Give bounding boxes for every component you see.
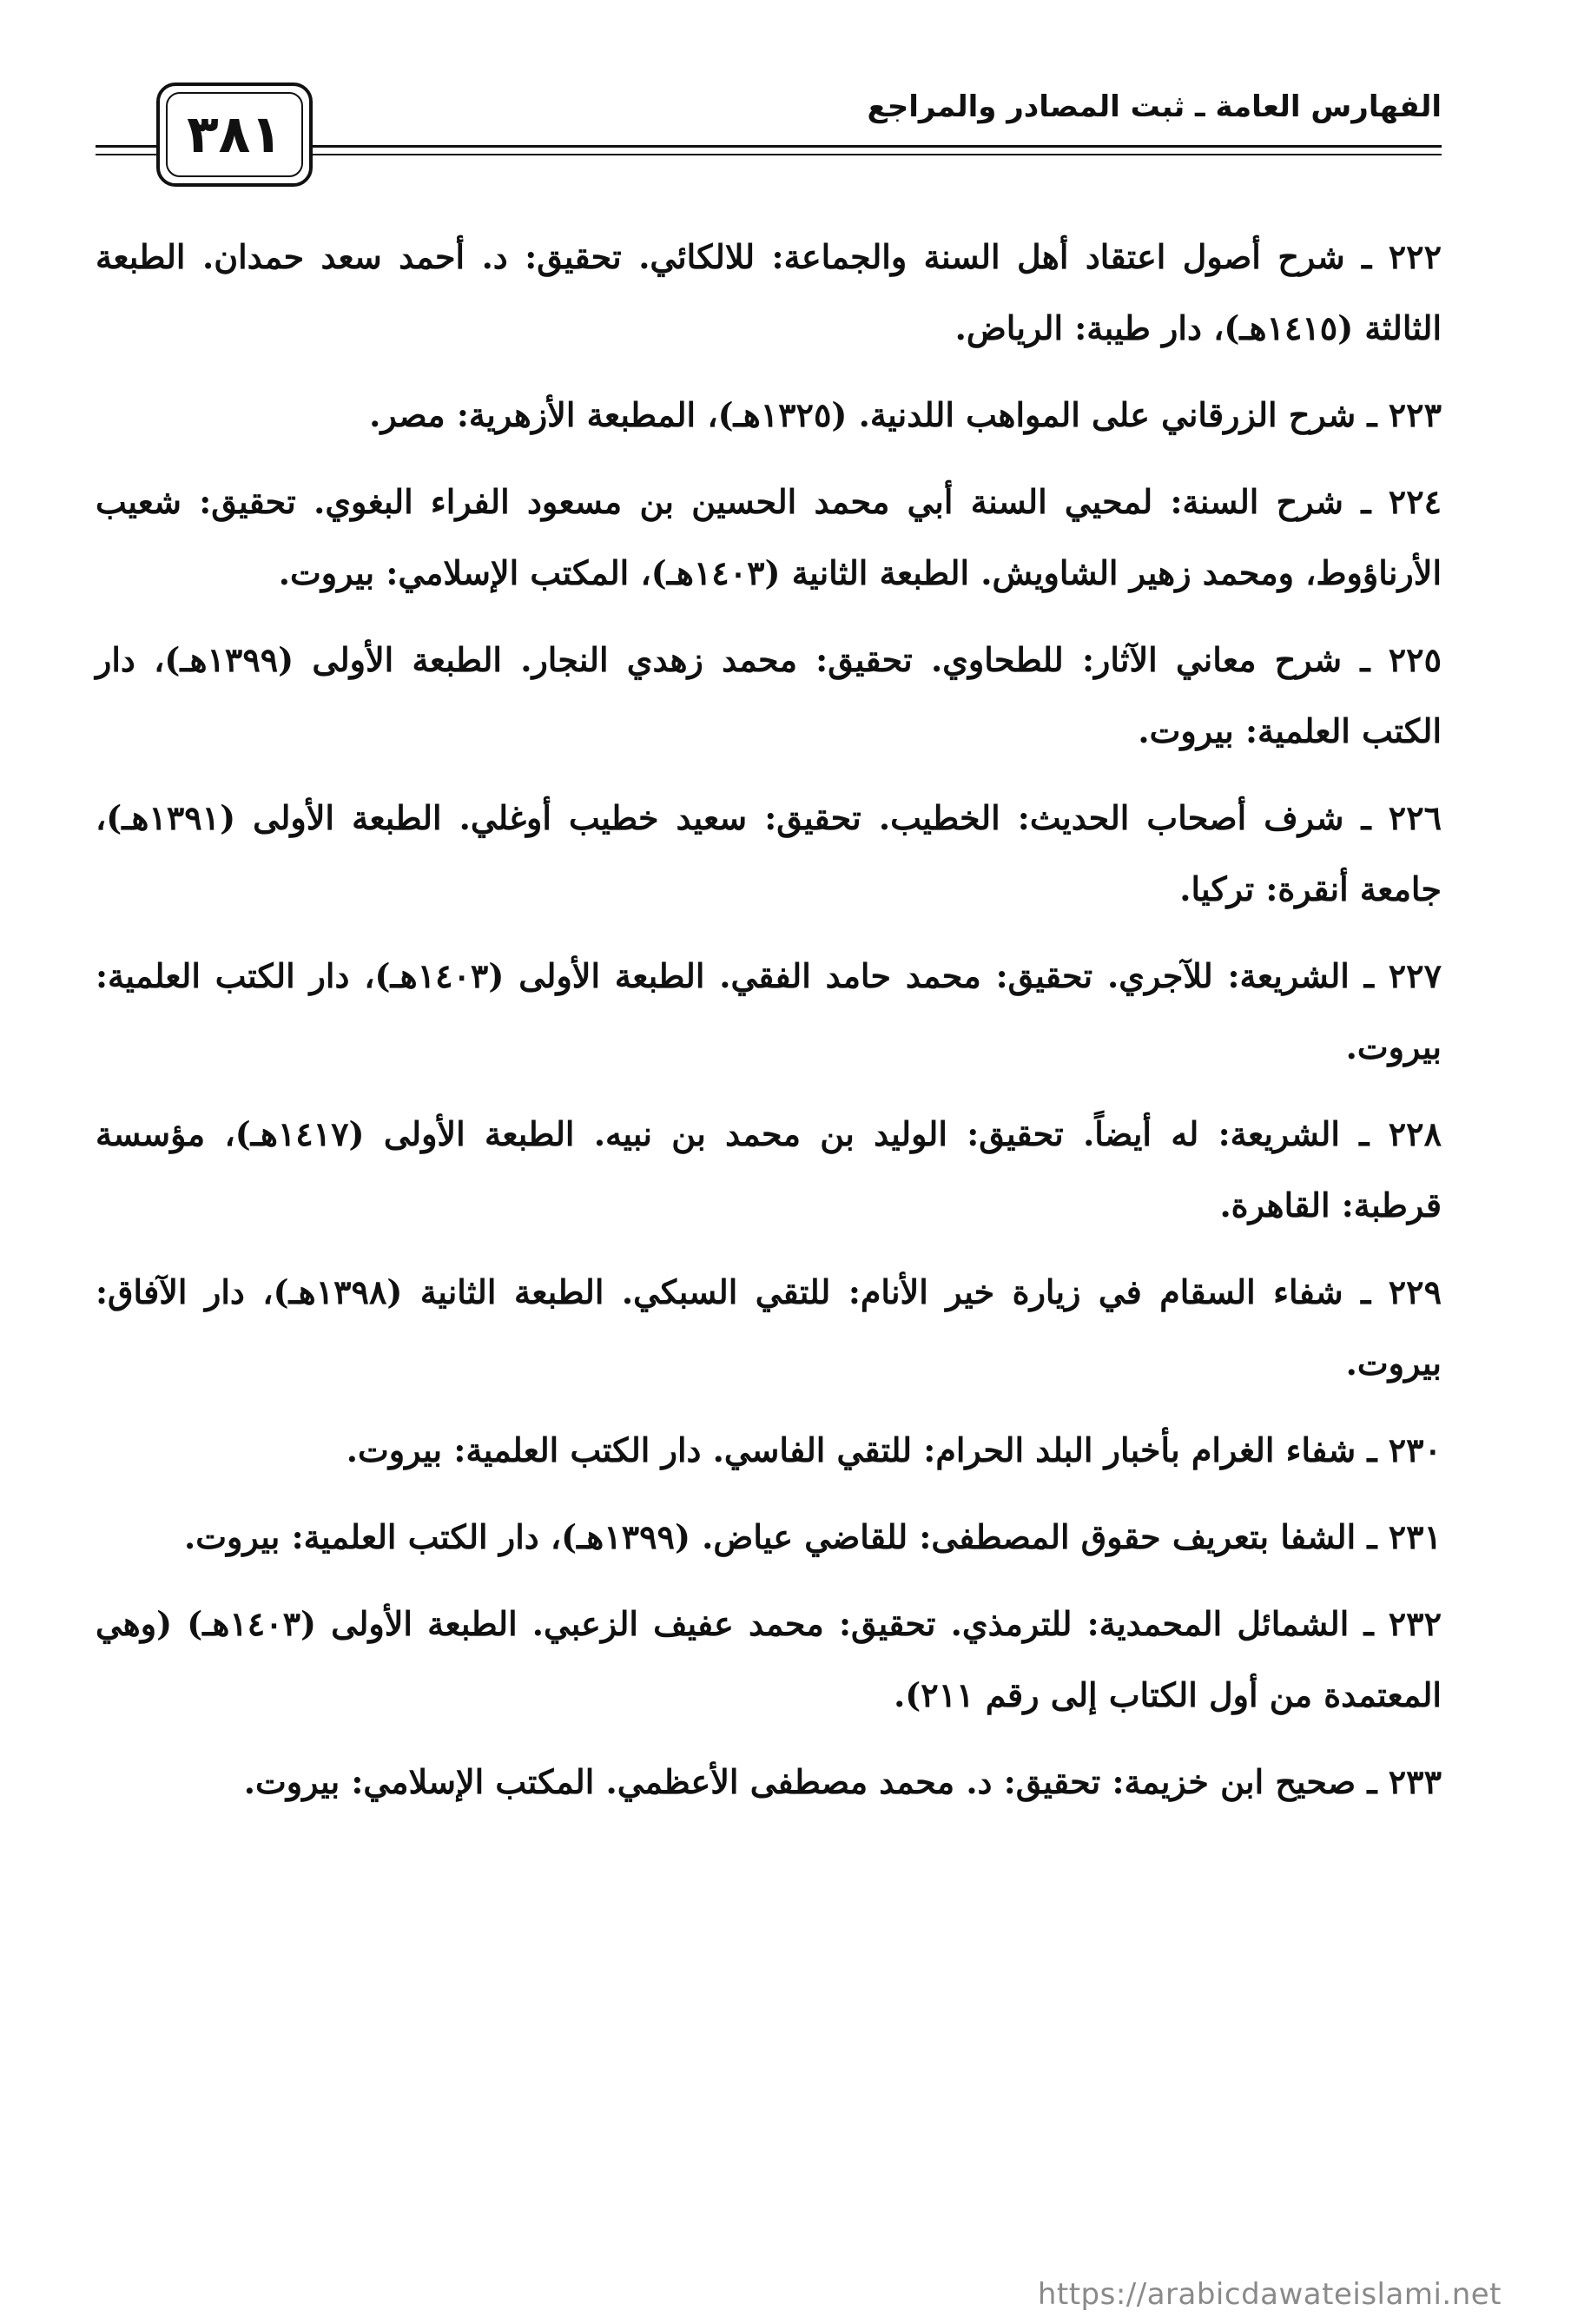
entry-number: ٢٣٢ — [1388, 1604, 1442, 1643]
entry-text: الشريعة: للآجري. تحقيق: محمد حامد الفقي. الطبعة الأولى (١٤٠٣هـ)، دار الكتب العلمية: بيروت. — [96, 956, 1442, 1066]
bibliography-entry: ٢٣٢ ـ الشمائل المحمدية: للترمذي. تحقيق: محمد عفيف الزعبي. الطبعة الأولى (١٤٠٣هـ) (وهي المعتمدة من أول الكتاب إلى رقم ٢١١). — [96, 1604, 1442, 1714]
header-rule — [96, 154, 156, 155]
bibliography-entry: ٢٣٣ ـ صحيح ابن خزيمة: تحقيق: د. محمد مصطفى الأعظمي. المكتب الإسلامي: بيروت. — [243, 1762, 1442, 1801]
header-rule — [96, 145, 156, 148]
page-number-frame — [156, 83, 313, 187]
entry-number: ٢٢٢ — [1388, 237, 1442, 276]
bibliography-entry: ٢٢٦ ـ شرف أصحاب الحديث: الخطيب. تحقيق: سعيد خطيب أوغلي. الطبعة الأولى (١٣٩١هـ)، جامعة أنقرة: تركيا. — [96, 798, 1442, 908]
entry-number: ٢٢٦ — [1388, 798, 1442, 837]
bibliography-entry: ٢٢٨ ـ الشريعة: له أيضاً. تحقيق: الوليد بن محمد بن نبيه. الطبعة الأولى (١٤١٧هـ)، مؤسسة قرطبة: القاهرة. — [96, 1114, 1442, 1225]
entry-text: شرح أصول اعتقاد أهل السنة والجماعة: للالكائي. تحقيق: د. أحمد سعد حمدان. الطبعة الثالثة (١٤١٥هـ)، دار طيبة: الرياض. — [96, 237, 1442, 347]
entry-text: شفاء الغرام بأخبار البلد الحرام: للتقي الفاسي. دار الكتب العلمية: بيروت. — [346, 1430, 1356, 1469]
entry-number: ٢٢٧ — [1388, 956, 1442, 995]
bibliography-entry: ٢٢٧ ـ الشريعة: للآجري. تحقيق: محمد حامد الفقي. الطبعة الأولى (١٤٠٣هـ)، دار الكتب العلمية: بيروت. — [96, 956, 1442, 1066]
header-rule — [313, 145, 1442, 148]
entry-number: ٢٣٣ — [1388, 1762, 1442, 1801]
entry-text: شرح السنة: لمحيي السنة أبي محمد الحسين بن مسعود الفراء البغوي. تحقيق: شعيب الأرناؤوط، ومحمد زهير الشاويش. الطبعة الثانية (١٤٠٣هـ)، المكتب الإسلامي: بيروت. — [96, 482, 1442, 592]
entry-number: ٢٢٨ — [1388, 1114, 1442, 1153]
entry-text: الشمائل المحمدية: للترمذي. تحقيق: محمد عفيف الزعبي. الطبعة الأولى (١٤٠٣هـ) (وهي المعتمدة من أول الكتاب إلى رقم ٢١١). — [96, 1604, 1442, 1714]
bibliography-entry: ٢٢٥ ـ شرح معاني الآثار: للطحاوي. تحقيق: محمد زهدي النجار. الطبعة الأولى (١٣٩٩هـ)، دار الكتب العلمية: بيروت. — [96, 640, 1442, 750]
bibliography-list — [96, 221, 1442, 1833]
header-rule — [313, 154, 1442, 155]
entry-number: ٢٢٩ — [1388, 1272, 1442, 1311]
page-header — [96, 83, 1442, 204]
entry-number: ٢٢٤ — [1388, 482, 1442, 521]
entry-text: الشريعة: له أيضاً. تحقيق: الوليد بن محمد بن نبيه. الطبعة الأولى (١٤١٧هـ)، مؤسسة قرطبة: القاهرة. — [96, 1114, 1442, 1225]
entry-number: ٢٢٥ — [1388, 640, 1442, 679]
entry-number: ٢٢٣ — [1388, 395, 1442, 434]
entry-number: ٢٣٠ — [1388, 1430, 1442, 1469]
entry-text: صحيح ابن خزيمة: تحقيق: د. محمد مصطفى الأعظمي. المكتب الإسلامي: بيروت. — [243, 1762, 1356, 1801]
bibliography-entry: ٢٢٩ ـ شفاء السقام في زيارة خير الأنام: للتقي السبكي. الطبعة الثانية (١٣٩٨هـ)، دار الآفاق: بيروت. — [96, 1272, 1442, 1383]
bibliography-entry: ٢٣١ ـ الشفا بتعريف حقوق المصطفى: للقاضي عياض. (١٣٩٩هـ)، دار الكتب العلمية: بيروت. — [184, 1517, 1442, 1556]
running-title: الفهارس العامة ـ ثبت المصادر والمراجع — [867, 89, 1442, 124]
entry-text: الشفا بتعريف حقوق المصطفى: للقاضي عياض. (١٣٩٩هـ)، دار الكتب العلمية: بيروت. — [184, 1517, 1356, 1556]
entry-number: ٢٣١ — [1388, 1517, 1442, 1556]
page-number: ٣٨١ — [187, 104, 282, 165]
bibliography-entry: ٢٢٣ ـ شرح الزرقاني على المواهب اللدنية. (١٣٢٥هـ)، المطبعة الأزهرية: مصر. — [369, 395, 1442, 434]
entry-text: شفاء السقام في زيارة خير الأنام: للتقي السبكي. الطبعة الثانية (١٣٩٨هـ)، دار الآفاق: بيروت. — [96, 1272, 1442, 1383]
bibliography-entry: ٢٣٠ ـ شفاء الغرام بأخبار البلد الحرام: للتقي الفاسي. دار الكتب العلمية: بيروت. — [346, 1430, 1442, 1469]
watermark-url: https://arabicdawateislami.net — [1037, 2277, 1502, 2312]
bibliography-entry: ٢٢٢ ـ شرح أصول اعتقاد أهل السنة والجماعة: للالكائي. تحقيق: د. أحمد سعد حمدان. الطبعة الثالثة (١٤١٥هـ)، دار طيبة: الرياض. — [96, 237, 1442, 347]
entry-text: شرف أصحاب الحديث: الخطيب. تحقيق: سعيد خطيب أوغلي. الطبعة الأولى (١٣٩١هـ)، جامعة أنقرة: تركيا. — [96, 798, 1442, 908]
bibliography-entry: ٢٢٤ ـ شرح السنة: لمحيي السنة أبي محمد الحسين بن مسعود الفراء البغوي. تحقيق: شعيب الأرناؤوط، ومحمد زهير الشاويش. الطبعة الثانية (١٤٠٣هـ)، المكتب الإسلامي: بيروت. — [96, 482, 1442, 592]
entry-text: شرح الزرقاني على المواهب اللدنية. (١٣٢٥هـ)، المطبعة الأزهرية: مصر. — [369, 395, 1356, 434]
entry-text: شرح معاني الآثار: للطحاوي. تحقيق: محمد زهدي النجار. الطبعة الأولى (١٣٩٩هـ)، دار الكتب العلمية: بيروت. — [96, 640, 1442, 750]
